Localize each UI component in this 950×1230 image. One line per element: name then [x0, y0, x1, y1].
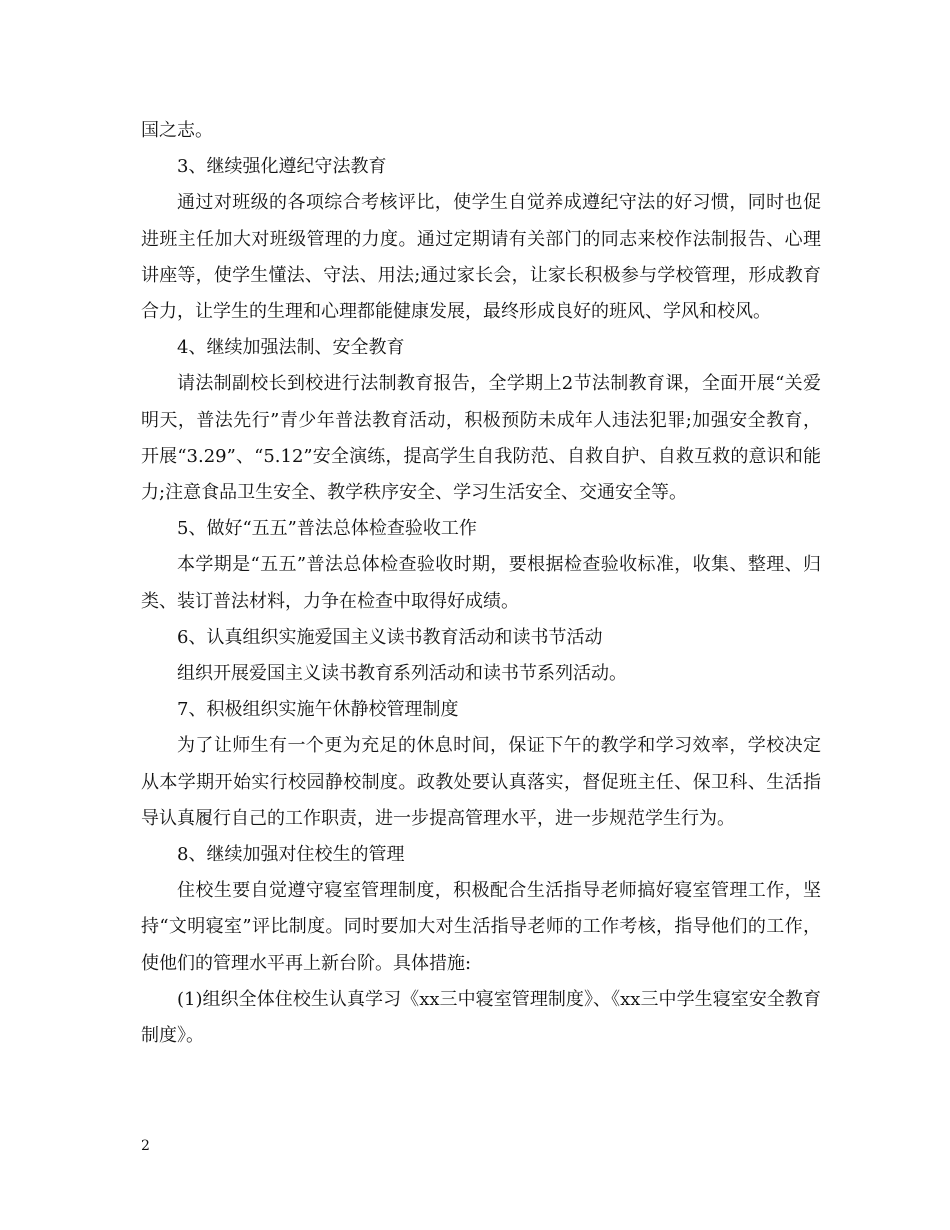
- section-heading-4: 4、继续加强法制、安全教育: [177, 337, 405, 359]
- paragraph-noon-rest-policy: 为了让师生有一个更为充足的休息时间，保证下午的教学和学习效率，学校决定从本学期开始实行校园静校制度。政教处要认真落实，督促班主任、保卫科、生活指导认真履行自己的工作职责，进一步提高管理水平，进一步规范学生行为。: [141, 735, 821, 829]
- list-item-measure-1: (1)组织全体住校生认真学习《xx三中寝室管理制度》、《xx三中学生寝室安全教育制度》。: [141, 988, 821, 1047]
- section-heading-8: 8、继续加强对住校生的管理: [177, 844, 405, 866]
- section-heading-3: 3、继续强化遵纪守法教育: [177, 156, 387, 178]
- section-heading-5: 5、做好“五五”普法总体检查验收工作: [177, 518, 477, 540]
- paragraph-discipline-education: 通过对班级的各项综合考核评比，使学生自觉养成遵纪守法的好习惯，同时也促进班主任加大对班级管理的力度。通过定期请有关部门的同志来校作法制报告、心理讲座等，使学生懂法、守法、用法;通过家长会，让家长积极参与学校管理，形成教育合力，让学生的生理和心理都能健康发展，最终形成良好的班风、学风和校风。: [141, 192, 821, 323]
- document-body: [141, 113, 821, 1054]
- page-number: 2: [141, 1138, 150, 1154]
- paragraph-reading-activities: 组织开展爱国主义读书教育系列活动和读书节系列活动。: [177, 663, 627, 685]
- paragraph-continuation: 国之志。: [141, 120, 213, 141]
- paragraph-inspection-acceptance: 本学期是“五五”普法总体检查验收时期，要根据检查验收标准，收集、整理、归类、装订普法材料，力争在检查中取得好成绩。: [141, 554, 821, 612]
- paragraph-legal-safety-education: 请法制副校长到校进行法制教育报告，全学期上2节法制教育课，全面开展“关爱明天，普法先行”青少年普法教育活动，积极预防未成年人违法犯罪;加强安全教育，开展“3.29”、“5.12”安全演练，提高学生自我防范、自救自护、自救互救的意识和能力;注意食品卫生安全、教学秩序安全、学习生活安全、交通安全等。: [141, 373, 821, 504]
- paragraph-boarding-management: 住校生要自觉遵守寝室管理制度，积极配合生活指导老师搞好寝室管理工作，坚持“文明寝室”评比制度。同时要加大对生活指导老师的工作考核，指导他们的工作，使他们的管理水平再上新台阶。具体措施:: [141, 880, 821, 974]
- section-heading-6: 6、认真组织实施爱国主义读书教育活动和读书节活动: [177, 626, 603, 648]
- section-heading-7: 7、积极组织实施午休静校管理制度: [177, 699, 459, 721]
